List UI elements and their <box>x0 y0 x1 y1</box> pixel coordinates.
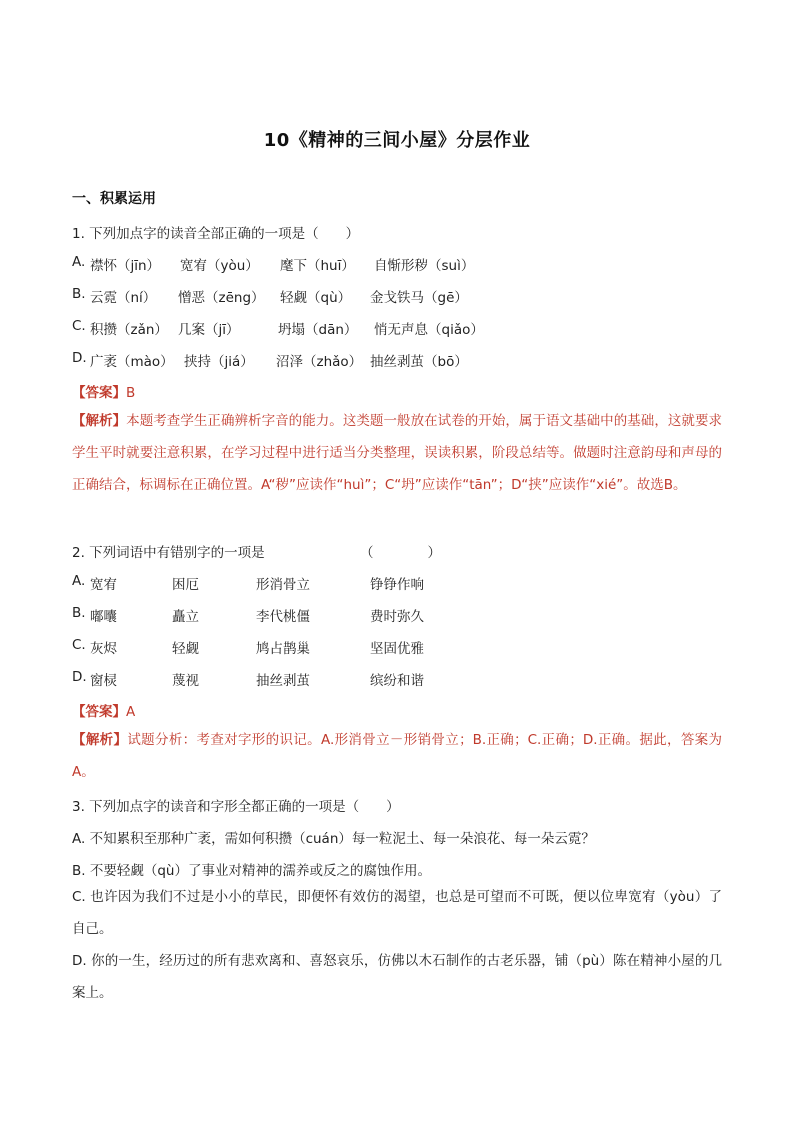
option-item: 矗立 <box>172 609 199 625</box>
option-item: 轻觑 <box>172 641 199 657</box>
question-1-stem: 1. 下列加点字的读音全部正确的一项是（ ） <box>72 226 360 242</box>
option-item: 麾下（huī） <box>280 258 355 274</box>
option-item: 憎恶（zēng） <box>178 290 265 306</box>
option-item: 积攒（zǎn） <box>90 322 168 338</box>
option-label: D. <box>72 669 87 685</box>
option-item: 嘟囔 <box>90 609 117 625</box>
option-item: 襟怀（jīn） <box>90 258 161 274</box>
option-item: 李代桃僵 <box>256 609 310 625</box>
option-item: 困厄 <box>172 577 199 593</box>
option-item: 宽宥（yòu） <box>180 258 259 274</box>
option-label: A. <box>72 573 86 589</box>
question-3-stem: 3. 下列加点字的读音和字形全都正确的一项是（ ） <box>72 799 400 815</box>
option-item: 灰烬 <box>90 641 117 657</box>
analysis-text: 本题考查学生正确辨析字音的能力。这类题一般放在试卷的开始，属于语文基础中的基础，这就要求学生平时就要注意积累，在学习过程中进行适当分类整理，误读积累，阶段总结等。做题时注意韵母和声母的正确结合，标调标在正确位置。A“秽”应读作“huì”；C“坍”应读作“tān”；D“挟”应读作“xié”。故选B。 <box>72 413 723 493</box>
option-item: 蔑视 <box>172 673 199 689</box>
option-item: 金戈铁马（gē） <box>370 290 468 306</box>
question-2-analysis <box>72 725 722 789</box>
option-label: A. <box>72 254 86 270</box>
question-1-analysis <box>72 406 722 501</box>
option-item: 宽宥 <box>90 577 117 593</box>
question-3-option-a: A. 不知累积至那种广袤，需如何积攒（cuán）每一粒泥土、每一朵浪花、每一朵云霓？ <box>72 831 595 847</box>
question-2-answer <box>72 700 135 720</box>
option-label: D. <box>72 350 87 366</box>
option-item: 悄无声息（qiǎo） <box>374 322 484 338</box>
page-title: 10《精神的三间小屋》分层作业 <box>263 130 531 151</box>
analysis-tag: 【解析】 <box>72 413 127 429</box>
answer-value: B <box>126 385 136 401</box>
option-label: C. <box>72 637 86 653</box>
option-item: 铮铮作响 <box>370 577 424 593</box>
option-item: 轻觑（qù） <box>280 290 352 306</box>
option-label: B. <box>72 605 86 621</box>
analysis-text: 试题分析：考查对字形的识记。A.形消骨立－形销骨立；B.正确；C.正确；D.正确。据此，答案为A。 <box>72 732 722 780</box>
option-item: 形消骨立 <box>256 577 310 593</box>
analysis-tag: 【解析】 <box>72 732 128 748</box>
option-item: 广袤（mào） <box>90 354 174 370</box>
option-item: 几案（jī） <box>178 322 240 338</box>
option-item: 自惭形秽（suì） <box>374 258 475 274</box>
option-item: 抽丝剥茧（bō） <box>370 354 468 370</box>
option-item: 窗棂 <box>90 673 117 689</box>
option-label: C. <box>72 318 86 334</box>
answer-tag: 【答案】 <box>72 385 126 401</box>
option-item: 挟持（jiá） <box>184 354 254 370</box>
question-1-answer <box>72 381 135 401</box>
answer-tag: 【答案】 <box>72 704 126 720</box>
option-item: 鸠占鹊巢 <box>256 641 310 657</box>
option-item: 费时弥久 <box>370 609 424 625</box>
option-item: 沼泽（zhǎo） <box>276 354 363 370</box>
section-heading: 一、积累运用 <box>72 191 156 207</box>
question-3-option-c: C. 也许因为我们不过是小小的草民，即便怀有效仿的渴望，也总是可望而不可既，便以位卑宽宥（yòu）了自己。 <box>72 889 722 937</box>
option-item: 坍塌（dān） <box>278 322 358 338</box>
answer-value: A <box>126 704 136 720</box>
question-3-option-b: B. 不要轻觑（qù）了事业对精神的濡养或反之的腐蚀作用。 <box>72 863 431 879</box>
option-item: 坚固优雅 <box>370 641 424 657</box>
option-item: 抽丝剥茧 <box>256 673 310 689</box>
option-item: 云霓（ní） <box>90 290 157 306</box>
question-2-stem <box>72 541 265 561</box>
option-item: 缤纷和谐 <box>370 673 424 689</box>
question-2-paren: （ ） <box>360 545 441 561</box>
question-2-text: 2. 下列词语中有错别字的一项是 <box>72 545 265 561</box>
option-label: B. <box>72 286 86 302</box>
question-3-option-d: D. 你的一生，经历过的所有悲欢离和、喜怒哀乐，仿佛以木石制作的古老乐器，铺（pù）陈在精神小屋的几案上。 <box>72 953 722 1001</box>
